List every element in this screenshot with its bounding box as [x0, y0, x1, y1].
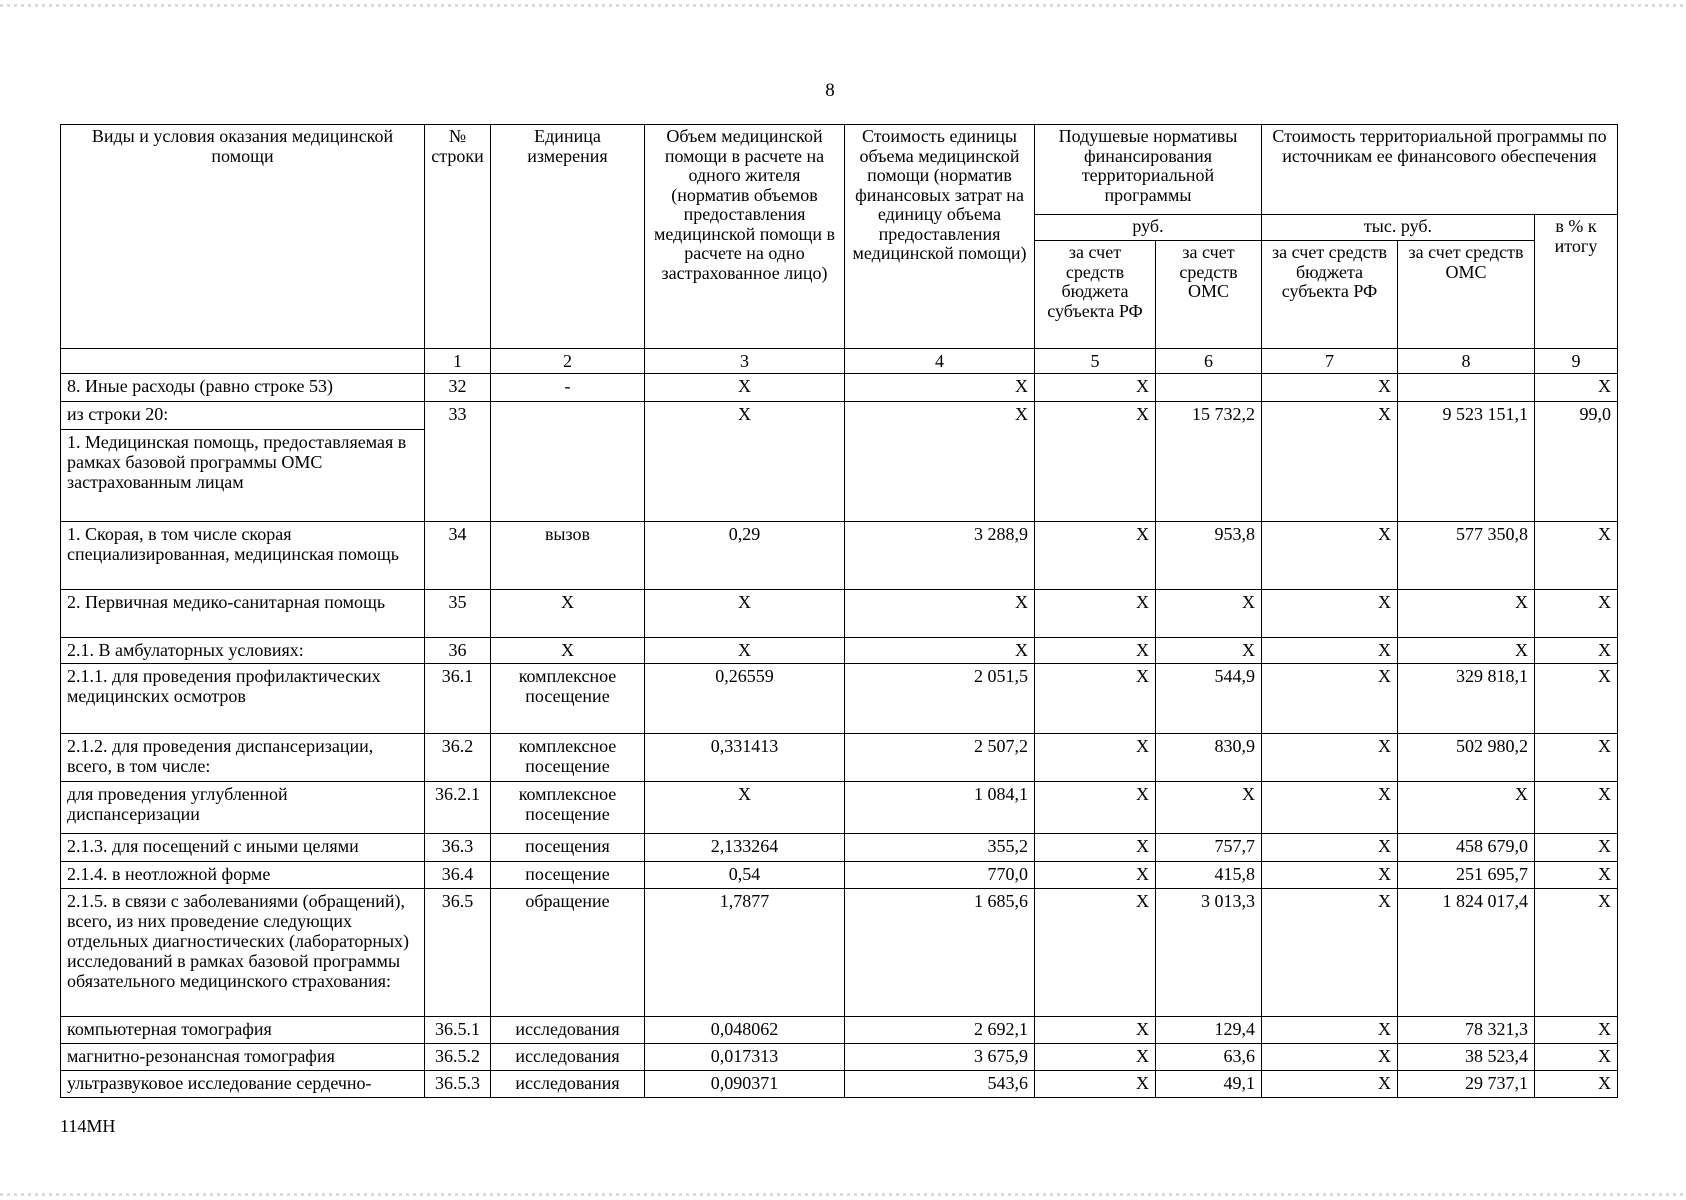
row-budget-rf-cost: X	[1262, 834, 1398, 862]
row-budget-rf-per-capita: X	[1035, 522, 1156, 590]
row-budget-rf-per-capita: X	[1035, 664, 1156, 734]
header-oms-cost: за счет средств ОМС	[1398, 241, 1535, 349]
row-budget-rf-cost: X	[1262, 1017, 1398, 1044]
header-budget-rf-cost: за счет средств бюджета субъекта РФ	[1262, 241, 1398, 349]
row-pct-total: X	[1535, 374, 1618, 402]
row-name: 2.1.4. в неотложной форме	[61, 862, 425, 889]
row-oms-cost: X	[1398, 638, 1535, 664]
row-unit-cost: X	[845, 590, 1035, 638]
column-number: 3	[645, 349, 845, 374]
row-pct-total: X	[1535, 1044, 1618, 1071]
row-volume: X	[645, 590, 845, 638]
row-oms-per-capita: 953,8	[1156, 522, 1262, 590]
header-pct-total: в % к итогу	[1535, 215, 1618, 349]
row-unit: -	[491, 374, 645, 402]
row-budget-rf-per-capita: X	[1035, 374, 1156, 402]
header-oms-per-capita: за счет средств ОМС	[1156, 241, 1262, 349]
row-volume: X	[645, 402, 845, 522]
row-name: компьютерная томография	[61, 1017, 425, 1044]
row-budget-rf-per-capita: X	[1035, 1044, 1156, 1071]
row-pct-total: X	[1535, 1017, 1618, 1044]
row-oms-cost: 502 980,2	[1398, 734, 1535, 782]
row-pct-total: X	[1535, 522, 1618, 590]
row-pct-total: X	[1535, 862, 1618, 889]
row-unit-cost: X	[845, 374, 1035, 402]
row-number: 32	[425, 374, 491, 402]
row-budget-rf-per-capita: X	[1035, 638, 1156, 664]
row-volume: 0,54	[645, 862, 845, 889]
header-program-cost: Стоимость территориальной программы по источникам ее финансового обеспечения	[1262, 125, 1618, 215]
page-number: 8	[825, 80, 835, 101]
row-budget-rf-per-capita: X	[1035, 889, 1156, 1017]
row-unit: исследования	[491, 1044, 645, 1071]
row-budget-rf-per-capita: X	[1035, 590, 1156, 638]
row-name: 1. Скорая, в том числе скорая специализированная, медицинская помощь	[61, 522, 425, 590]
row-name: 2.1.5. в связи с заболеваниями (обращений), всего, из них проведение следующих отдельных диагностических (лабораторных) исследований в рамках базовой программы обязательного медицинского страхования:	[61, 889, 425, 1017]
row-oms-cost: 577 350,8	[1398, 522, 1535, 590]
table-row	[61, 664, 1618, 734]
row-oms-cost: 9 523 151,1	[1398, 402, 1535, 522]
row-budget-rf-cost: X	[1262, 402, 1398, 522]
row-volume: 2,133264	[645, 834, 845, 862]
row-number: 36.4	[425, 862, 491, 889]
row-unit: посещение	[491, 862, 645, 889]
row-unit-cost: X	[845, 402, 1035, 522]
column-number: 7	[1262, 349, 1398, 374]
row-name: магнитно-резонансная томография	[61, 1044, 425, 1071]
scan-artifact-top	[0, 4, 1686, 7]
row-oms-per-capita: X	[1156, 638, 1262, 664]
row-unit: комплексное посещение	[491, 734, 645, 782]
row-budget-rf-cost: X	[1262, 522, 1398, 590]
row-unit	[491, 402, 645, 522]
row-number: 36.3	[425, 834, 491, 862]
row-oms-per-capita: 3 013,3	[1156, 889, 1262, 1017]
row-pct-total: X	[1535, 734, 1618, 782]
row-oms-per-capita: 63,6	[1156, 1044, 1262, 1071]
header-rub: руб.	[1035, 215, 1262, 241]
row-unit-cost: 770,0	[845, 862, 1035, 889]
row-unit: комплексное посещение	[491, 782, 645, 834]
row-oms-per-capita: X	[1156, 590, 1262, 638]
row-oms-cost: 251 695,7	[1398, 862, 1535, 889]
row-volume: 0,331413	[645, 734, 845, 782]
column-number: 8	[1398, 349, 1535, 374]
column-number: 9	[1535, 349, 1618, 374]
table-row	[61, 1017, 1618, 1044]
row-budget-rf-cost: X	[1262, 734, 1398, 782]
row-budget-rf-per-capita: X	[1035, 402, 1156, 522]
row-oms-cost: 458 679,0	[1398, 834, 1535, 862]
table-row	[61, 782, 1618, 834]
row-unit: вызов	[491, 522, 645, 590]
row-volume: 0,26559	[645, 664, 845, 734]
row-budget-rf-per-capita: X	[1035, 734, 1156, 782]
column-number: 1	[425, 349, 491, 374]
row-budget-rf-cost: X	[1262, 1044, 1398, 1071]
column-number: 5	[1035, 349, 1156, 374]
row-pct-total: X	[1535, 638, 1618, 664]
table-row	[61, 1071, 1618, 1098]
table-row	[61, 402, 1618, 430]
document-code: 114МН	[60, 1116, 116, 1136]
row-budget-rf-per-capita: X	[1035, 862, 1156, 889]
table-row	[61, 734, 1618, 782]
row-oms-cost: 1 824 017,4	[1398, 889, 1535, 1017]
table-row	[61, 590, 1618, 638]
row-volume: 1,7877	[645, 889, 845, 1017]
row-budget-rf-per-capita: X	[1035, 834, 1156, 862]
column-number: 2	[491, 349, 645, 374]
row-oms-per-capita: X	[1156, 782, 1262, 834]
header-budget-rf-per-capita: за счет средств бюджета субъекта РФ	[1035, 241, 1156, 349]
row-oms-per-capita: 830,9	[1156, 734, 1262, 782]
row-oms-cost: 29 737,1	[1398, 1071, 1535, 1098]
row-unit: обращение	[491, 889, 645, 1017]
row-number: 36	[425, 638, 491, 664]
row-budget-rf-cost: X	[1262, 590, 1398, 638]
row-pct-total: X	[1535, 889, 1618, 1017]
row-oms-cost: 78 321,3	[1398, 1017, 1535, 1044]
row-unit-cost: 543,6	[845, 1071, 1035, 1098]
row-pct-total: X	[1535, 590, 1618, 638]
row-number: 36.2.1	[425, 782, 491, 834]
row-unit: посещения	[491, 834, 645, 862]
financing-table	[60, 124, 1618, 1098]
header-unit-cost: Стоимость единицы объема медицинской помощи (норматив финансовых затрат на единицу объема предоставления медицинской помощи)	[845, 125, 1035, 349]
table-row	[61, 522, 1618, 590]
row-budget-rf-per-capita: X	[1035, 1071, 1156, 1098]
row-number: 33	[425, 402, 491, 522]
row-unit-cost: 1 685,6	[845, 889, 1035, 1017]
row-number: 36.5.2	[425, 1044, 491, 1071]
column-numbers-row	[61, 349, 1618, 374]
row-name: ультразвуковое исследование сердечно-	[61, 1071, 425, 1098]
row-volume: 0,017313	[645, 1044, 845, 1071]
column-number: 4	[845, 349, 1035, 374]
header-thous-rub: тыс. руб.	[1262, 215, 1535, 241]
row-unit-cost: 3 675,9	[845, 1044, 1035, 1071]
row-name: 2.1.1. для проведения профилактических медицинских осмотров	[61, 664, 425, 734]
row-oms-per-capita: 129,4	[1156, 1017, 1262, 1044]
header-volume: Объем медицинской помощи в расчете на одного жителя (норматив объемов предоставления медицинской помощи в расчете на одно застрахованное лицо)	[645, 125, 845, 349]
row-unit-cost: X	[845, 638, 1035, 664]
row-pct-total: X	[1535, 782, 1618, 834]
header-per-capita: Подушевые нормативы финансирования территориальной программы	[1035, 125, 1262, 215]
row-name: для проведения углубленной диспансеризации	[61, 782, 425, 834]
row-volume: 0,048062	[645, 1017, 845, 1044]
row-pct-total: X	[1535, 834, 1618, 862]
row-number: 36.5.3	[425, 1071, 491, 1098]
row-budget-rf-per-capita: X	[1035, 1017, 1156, 1044]
row-unit-cost: 1 084,1	[845, 782, 1035, 834]
row-number: 36.2	[425, 734, 491, 782]
row-unit-cost: 3 288,9	[845, 522, 1035, 590]
row-budget-rf-per-capita: X	[1035, 782, 1156, 834]
row-name: 1. Медицинская помощь, предоставляемая в рамках базовой программы ОМС застрахованным лицам	[61, 430, 425, 522]
row-oms-cost: 329 818,1	[1398, 664, 1535, 734]
row-pct-total: 99,0	[1535, 402, 1618, 522]
row-budget-rf-cost: X	[1262, 782, 1398, 834]
row-number: 36.1	[425, 664, 491, 734]
row-volume: 0,29	[645, 522, 845, 590]
row-name: 2.1.2. для проведения диспансеризации, всего, в том числе:	[61, 734, 425, 782]
row-budget-rf-cost: X	[1262, 638, 1398, 664]
header-types: Виды и условия оказания медицинской помощи	[61, 125, 425, 349]
row-number: 34	[425, 522, 491, 590]
row-budget-rf-cost: X	[1262, 374, 1398, 402]
row-budget-rf-cost: X	[1262, 889, 1398, 1017]
row-volume: X	[645, 638, 845, 664]
row-oms-cost	[1398, 374, 1535, 402]
row-oms-per-capita: 49,1	[1156, 1071, 1262, 1098]
row-volume: X	[645, 782, 845, 834]
row-number: 35	[425, 590, 491, 638]
column-number-empty	[61, 349, 425, 374]
row-budget-rf-cost: X	[1262, 862, 1398, 889]
table-row	[61, 862, 1618, 889]
header-unit: Единица измерения	[491, 125, 645, 349]
row-oms-per-capita	[1156, 374, 1262, 402]
row-unit-cost: 2 692,1	[845, 1017, 1035, 1044]
row-oms-cost: X	[1398, 782, 1535, 834]
table-row	[61, 834, 1618, 862]
row-budget-rf-cost: X	[1262, 664, 1398, 734]
table-row	[61, 638, 1618, 664]
header-row-top	[61, 125, 1618, 215]
row-volume: X	[645, 374, 845, 402]
row-pct-total: X	[1535, 664, 1618, 734]
row-unit-cost: 355,2	[845, 834, 1035, 862]
table-row	[61, 374, 1618, 402]
table-row	[61, 1044, 1618, 1071]
row-unit: комплексное посещение	[491, 664, 645, 734]
column-number: 6	[1156, 349, 1262, 374]
row-oms-per-capita: 15 732,2	[1156, 402, 1262, 522]
row-unit: исследования	[491, 1071, 645, 1098]
row-pct-total: X	[1535, 1071, 1618, 1098]
row-name: 8. Иные расходы (равно строке 53)	[61, 374, 425, 402]
row-volume: 0,090371	[645, 1071, 845, 1098]
row-name: из строки 20:	[61, 402, 425, 430]
row-number: 36.5	[425, 889, 491, 1017]
row-oms-per-capita: 757,7	[1156, 834, 1262, 862]
row-name: 2. Первичная медико-санитарная помощь	[61, 590, 425, 638]
row-oms-per-capita: 415,8	[1156, 862, 1262, 889]
row-name: 2.1. В амбулаторных условиях:	[61, 638, 425, 664]
table-row	[61, 889, 1618, 1017]
row-unit-cost: 2 507,2	[845, 734, 1035, 782]
row-unit: X	[491, 590, 645, 638]
row-oms-cost: X	[1398, 590, 1535, 638]
row-budget-rf-cost: X	[1262, 1071, 1398, 1098]
row-unit: X	[491, 638, 645, 664]
row-oms-per-capita: 544,9	[1156, 664, 1262, 734]
row-name: 2.1.3. для посещений с иными целями	[61, 834, 425, 862]
scan-artifact-bottom	[0, 1193, 1686, 1196]
row-oms-cost: 38 523,4	[1398, 1044, 1535, 1071]
header-row-number: № строки	[425, 125, 491, 349]
row-unit-cost: 2 051,5	[845, 664, 1035, 734]
row-unit: исследования	[491, 1017, 645, 1044]
row-number: 36.5.1	[425, 1017, 491, 1044]
